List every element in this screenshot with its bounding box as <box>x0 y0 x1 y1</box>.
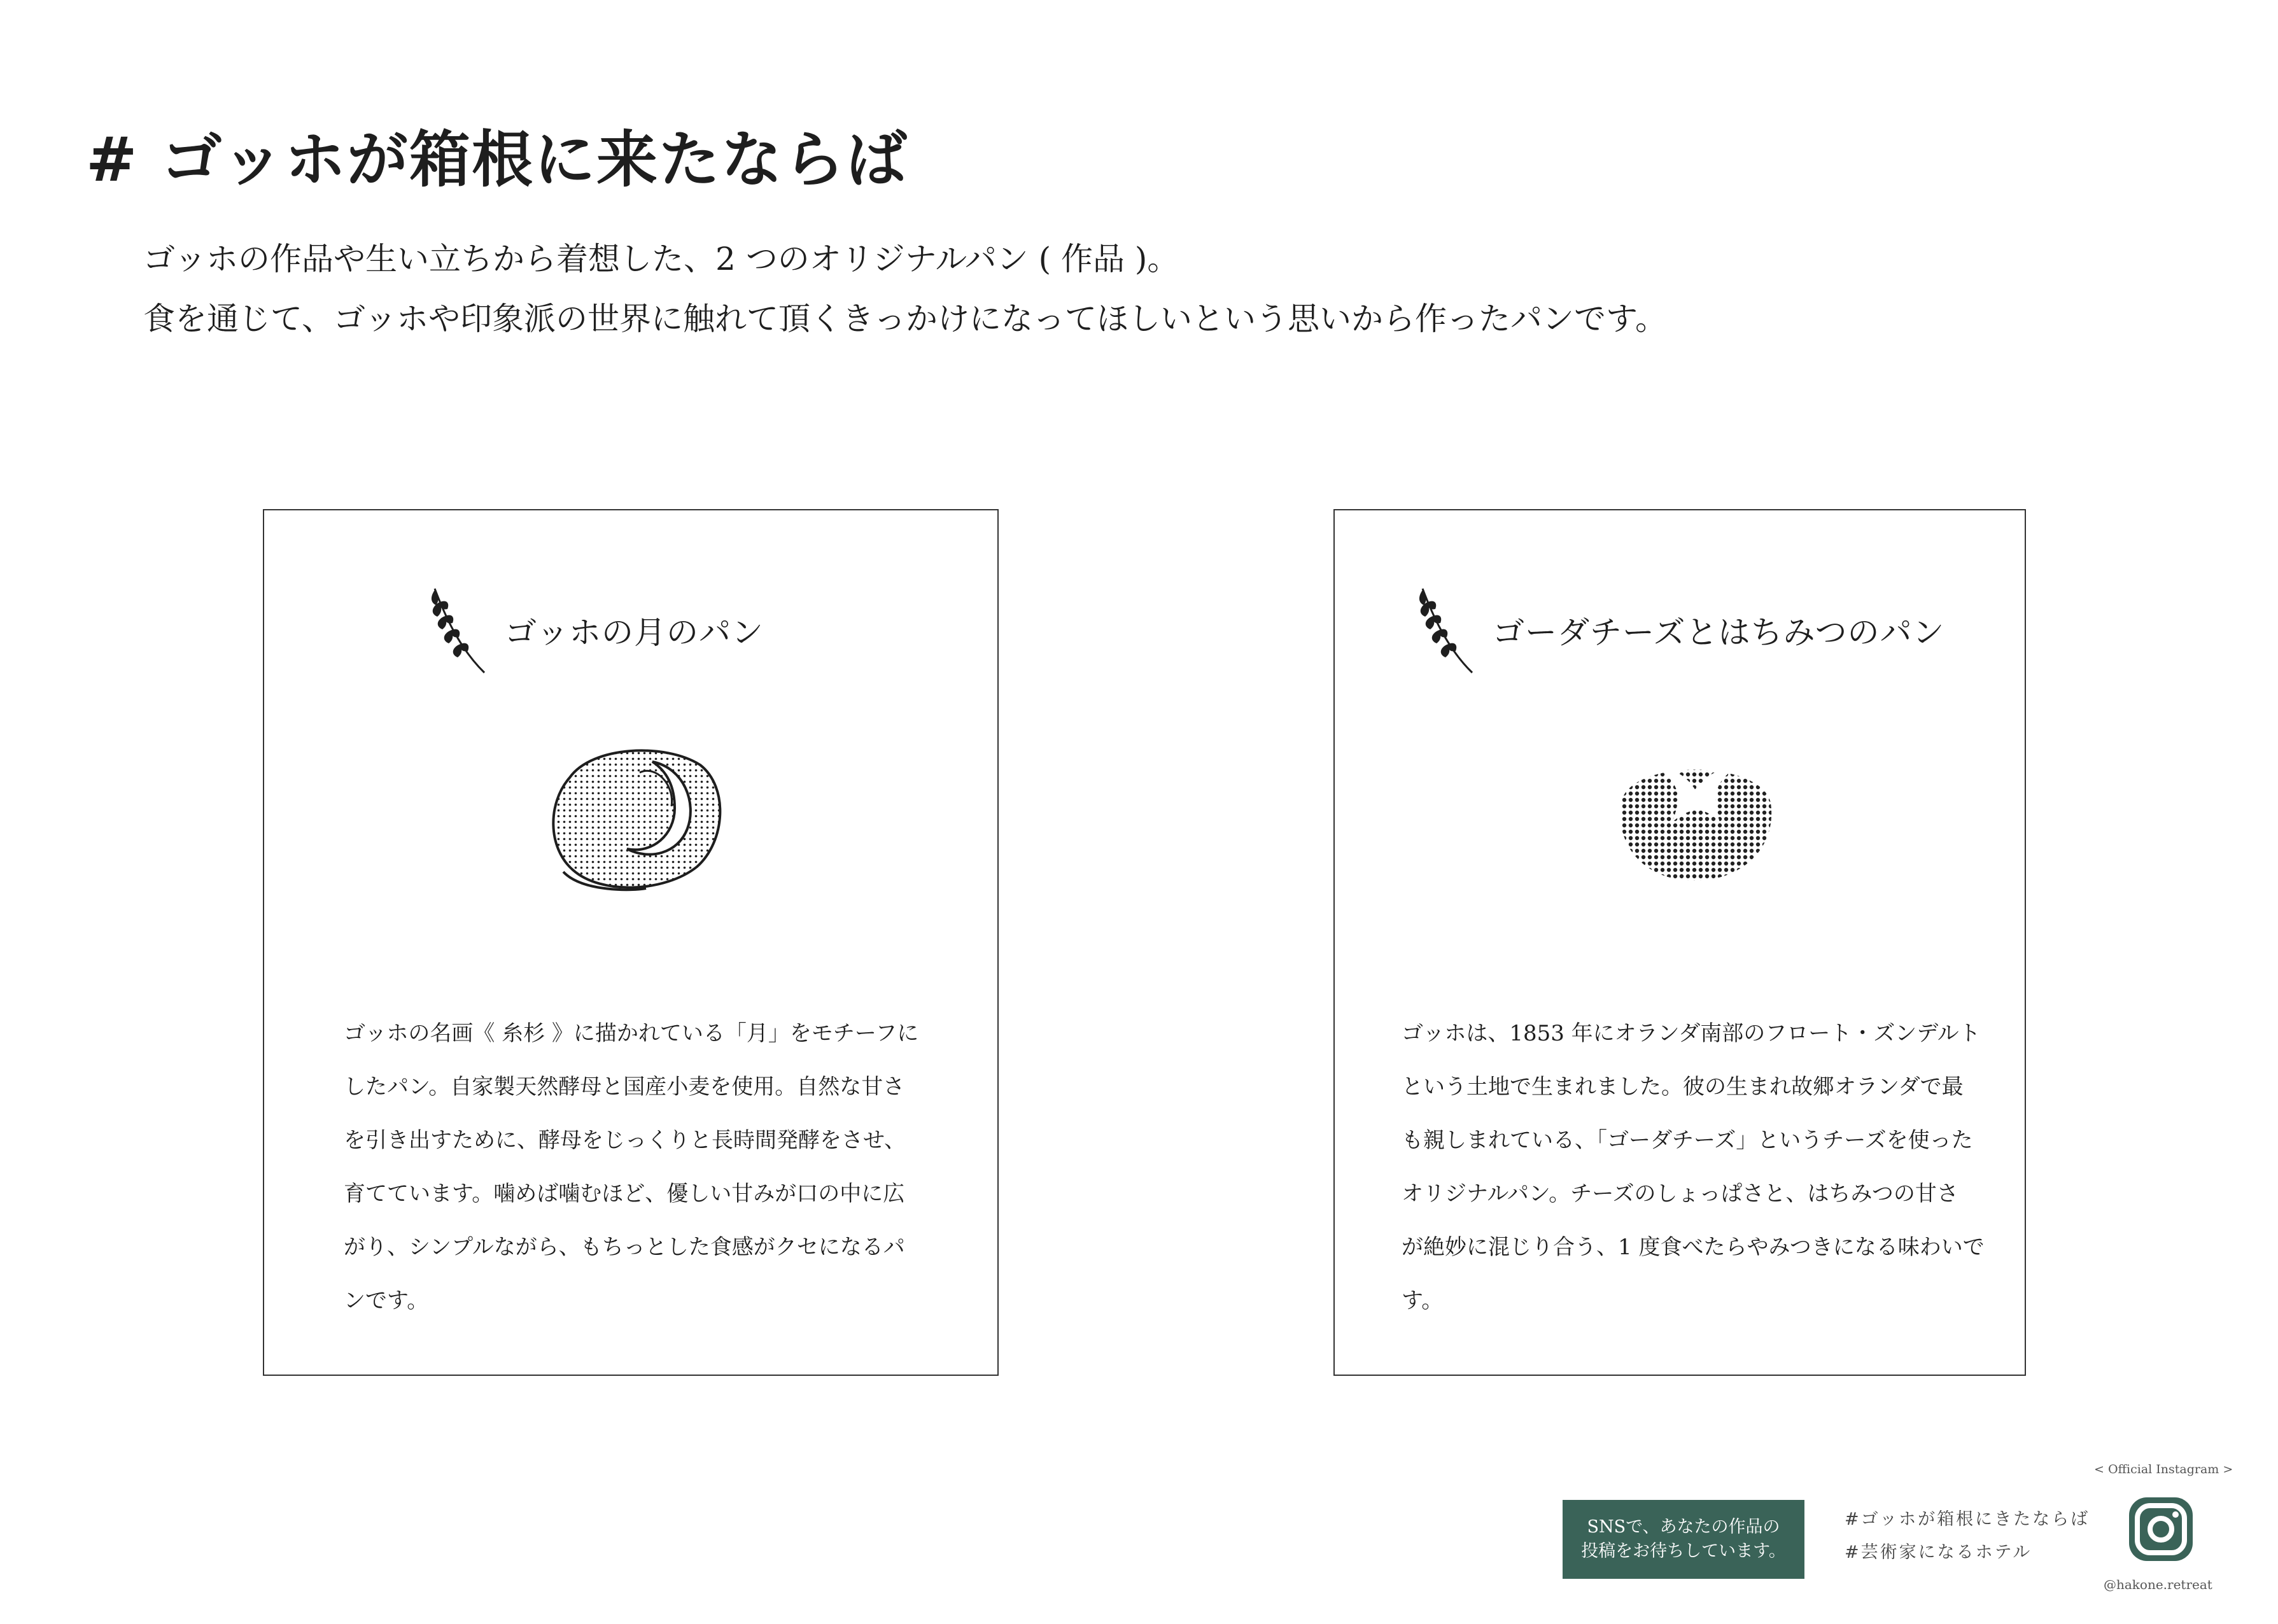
description-line: も親しまれている、「ゴーダチーズ」というチーズを使った <box>1402 1128 1973 1153</box>
card-description <box>344 1007 918 1327</box>
intro-line: 食を通じて、ゴッホや印象派の世界に触れて頂くきっかけになってほしいという思いから作ったパンです。 <box>143 300 1667 337</box>
description-line: を引き出すために、酵母をじっくりと長時間発酵をさせ、 <box>344 1128 906 1153</box>
hashtag: #芸術家になるホテル <box>1845 1543 2032 1562</box>
card-title: ゴッホの月のパン <box>505 613 764 651</box>
card-header <box>423 584 764 676</box>
sns-line: SNSで、あなたの作品の <box>1587 1517 1780 1537</box>
page-title: # ゴッホが箱根に来たならば <box>86 123 908 195</box>
intro-line: ゴッホの作品や生い立ちから着想した、2 つのオリジナルパン ( 作品 )。 <box>143 241 1179 277</box>
wheat-icon <box>1411 584 1475 676</box>
hashtags <box>1845 1503 2090 1569</box>
description-line: がり、シンプルながら、もちっとした食感がクセになるパ <box>344 1235 905 1260</box>
description-line: オリジナルパン。チーズのしょっぱさと、はちみつの甘さ <box>1402 1181 1958 1207</box>
description-line: 育てています。噛めば噛むほど、優しい甘みが口の中に広 <box>344 1181 905 1207</box>
instagram-handle[interactable]: @hakone.retreat <box>2104 1577 2212 1592</box>
card-description <box>1402 1007 1985 1327</box>
moon-bread-icon <box>544 733 729 895</box>
card-title: ゴーダチーズとはちみつのパン <box>1493 613 1945 651</box>
intro-text <box>143 229 1667 349</box>
cross-bread-icon <box>1608 746 1780 883</box>
description-line: が絶妙に混じり合う、1 度食べたらやみつきになる味わいで <box>1402 1235 1985 1260</box>
description-line: したパン。自家製天然酵母と国産小麦を使用。自然な甘さ <box>344 1074 905 1100</box>
instagram-label: < Official Instagram > <box>2094 1462 2233 1476</box>
hashtag: #ゴッホが箱根にきたならば <box>1845 1509 2090 1529</box>
card-header <box>1411 584 1945 676</box>
description-line: ゴッホは、1853 年にオランダ南部のフロート・ズンデルト <box>1402 1021 1981 1046</box>
sns-line: 投稿をお待ちしています。 <box>1581 1541 1786 1561</box>
gouda-bread-card <box>1333 509 2026 1376</box>
description-line: ゴッホの名画《 糸杉 》に描かれている「月」をモチーフに <box>344 1021 919 1046</box>
instagram-icon[interactable] <box>2126 1494 2196 1564</box>
moon-bread-card <box>263 509 999 1376</box>
wheat-icon <box>423 584 487 676</box>
description-line: という土地で生まれました。彼の生まれ故郷オランダで最 <box>1402 1074 1964 1100</box>
description-line: ンです。 <box>344 1288 429 1313</box>
description-line: す。 <box>1402 1288 1444 1313</box>
sns-badge <box>1563 1500 1804 1579</box>
